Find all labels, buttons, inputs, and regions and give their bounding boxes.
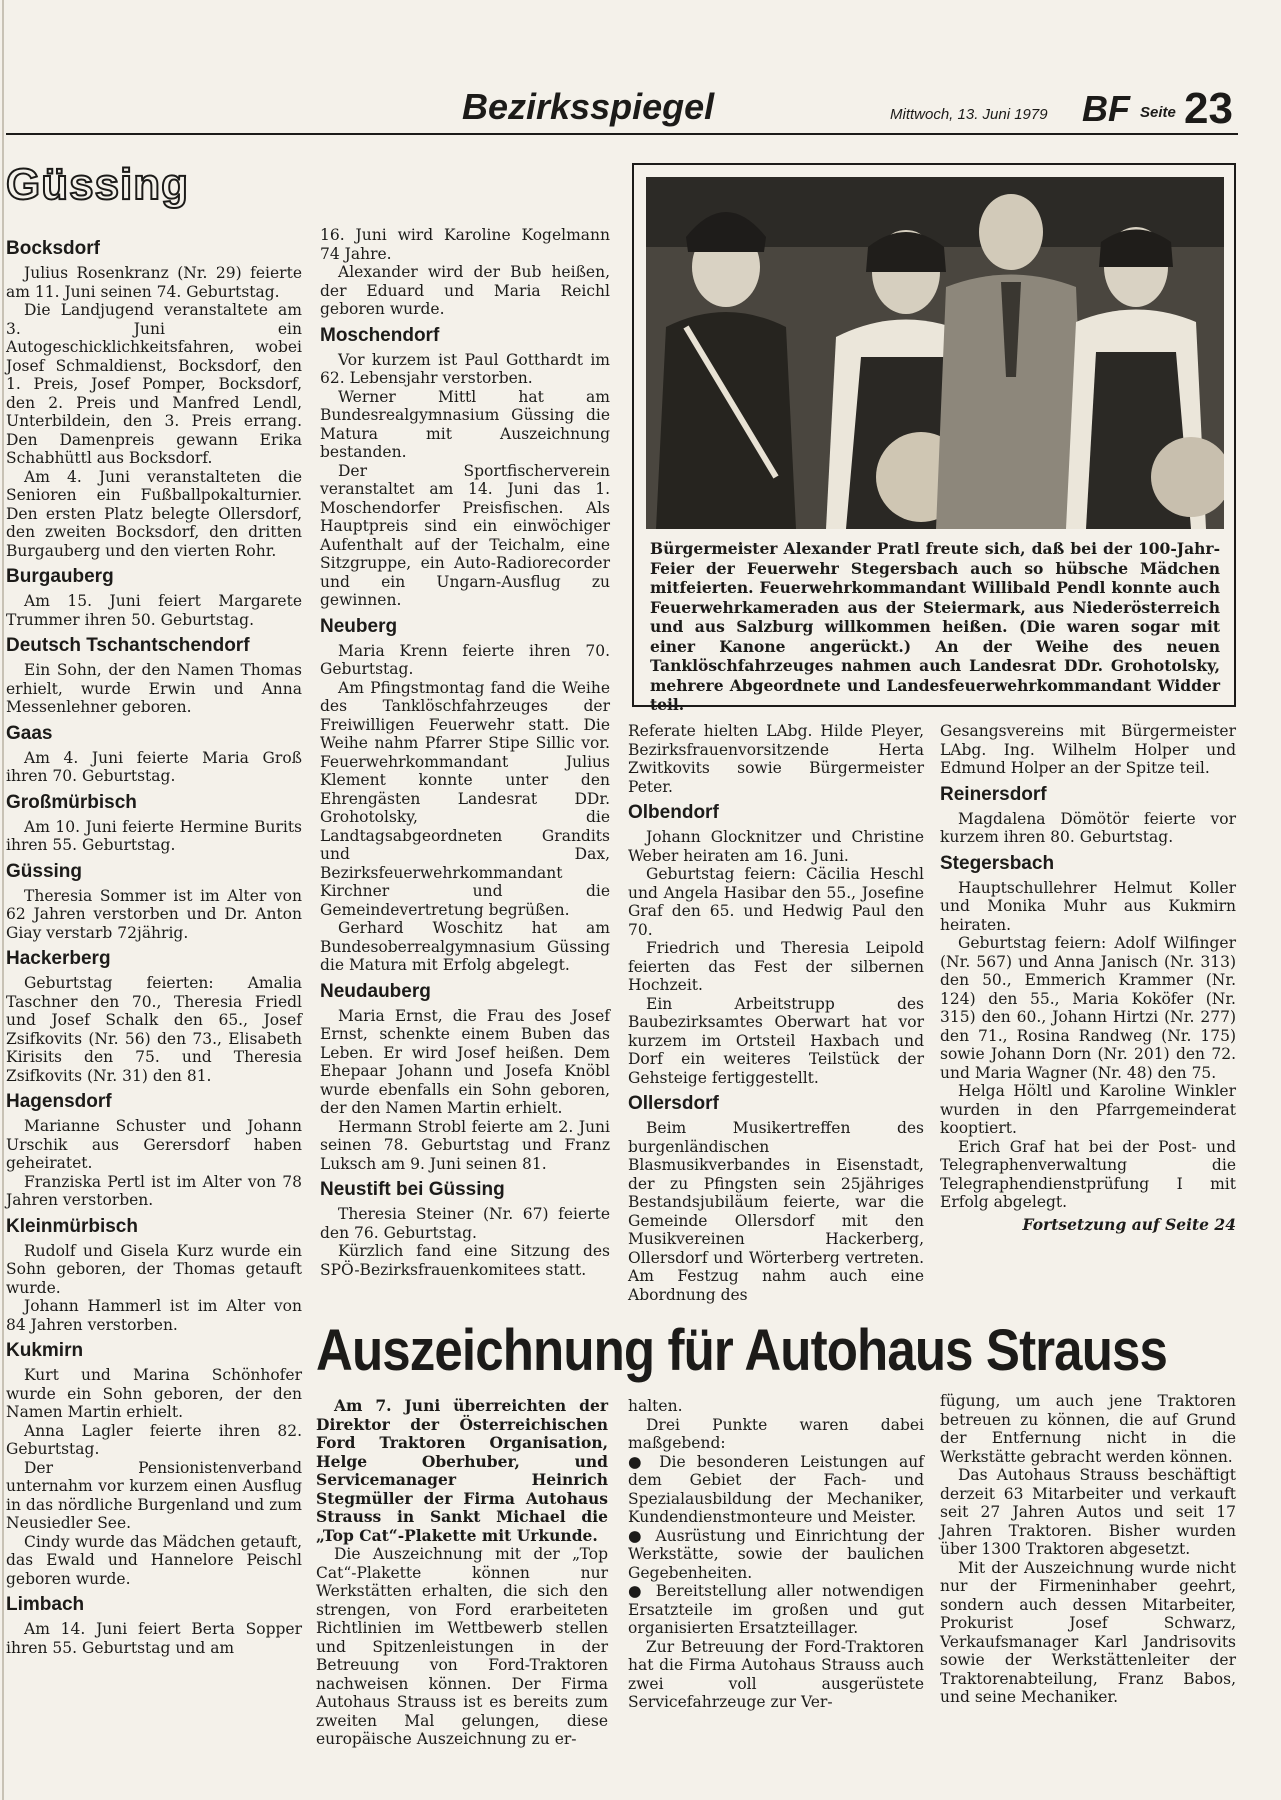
paragraph: Ein Sohn, der den Namen Thomas erhielt, wurde Erwin und Anna Messenlehner geboren. — [6, 661, 302, 716]
column-1 — [6, 232, 302, 1657]
paragraph: Hermann Strobl feierte am 2. Juni seinen 78. Geburtstag und Franz Luksch am 9. Juni seinen 81. — [320, 1117, 610, 1173]
paragraph: Gerhard Woschitz hat am Bundesoberrealgymnasium Güssing die Matura mit Erfolg abgelegt. — [320, 919, 610, 974]
paragraph: Am Pfingstmontag fand die Weihe des Tanklöschfahrzeuges der Freiwilligen Feuerwehr statt. Die Weihe nahm Pfarrer Stipe Sillic vor. Feuerwehrkommandant Julius Klement konnte unter den Ehrengästen Landesrat DDr. Grohotolsky, die Landtagsabgeordneten Grandits und Dax, Bezirksfeuerwehrkommandant Kirchner und die Gemeindevertretung begrüßen. — [320, 678, 610, 919]
place-heading: Reinersdorf — [940, 783, 1047, 805]
district-title: Güssing — [6, 160, 190, 209]
paragraph: Beim Musikertreffen des burgenländischen Blasmusikverbandes in Eisenstadt, der zu Pfingsten sein 25jähriges Bestandsjubiläum feierte, war die Gemeinde Ollersdorf mit den Musikvereinen Hackerberg, Ollersdorf und Wörterberg vertreten. Am Festzug nahm auch eine Abordnung des — [628, 1119, 924, 1304]
photo-box — [632, 163, 1236, 714]
place-heading: Hackerberg — [6, 948, 111, 969]
paragraph: halten. — [628, 1397, 683, 1415]
article-column-1 — [316, 1397, 608, 1749]
paragraph: Maria Krenn feierte ihren 70. Geburtstag. — [320, 641, 610, 678]
paragraph: Friedrich und Theresia Leipold feierten das Fest der silbernen Hochzeit. — [628, 939, 924, 994]
paragraph: Johann Glocknitzer und Christine Weber heiraten am 16. Juni. — [628, 828, 924, 865]
place-heading: Großmürbisch — [6, 791, 137, 813]
paragraph: ● Ausrüstung und Einrichtung der Werkstätte, sowie der baulichen Gegebenheiten. — [628, 1526, 924, 1582]
paragraph: Theresia Sommer ist im Alter von 62 Jahren verstorben und Dr. Anton Giay verstarb 72jährig. — [6, 886, 302, 942]
place-heading: Olbendorf — [628, 802, 719, 823]
place-heading: Stegersbach — [940, 852, 1055, 874]
place-heading: Ollersdorf — [628, 1093, 719, 1114]
place-heading: Hagensdorf — [6, 1091, 112, 1112]
paragraph: Gesangsvereins mit Bürgermeister LAbg. Ing. Wilhelm Holper und Edmund Holper an der Spitze teil. — [940, 722, 1236, 777]
issue-date: Mittwoch, 13. Juni 1979 — [890, 106, 1048, 123]
paragraph: Marianne Schuster und Johann Urschik aus Gerersdorf haben geheiratet. — [6, 1117, 302, 1172]
paragraph: Mit der Auszeichnung wurde nicht nur der Firmeninhaber geehrt, sondern auch dessen Mitarbeiter, Prokurist Josef Schwarz, Verkaufsmanager Karl Jandrisovits sowie der Werkstättenleiter der Traktorenabteilung, Franz Babos, und seine Mechaniker. — [940, 1558, 1236, 1706]
page-edge — [2, 0, 4, 1800]
paragraph: Am 4. Juni veranstalteten die Senioren ein Fußballpokalturnier. Den ersten Platz belegte Ollersdorf, den zweiten Bocksdorf, den dritten Burgauberg und den vierten Rohr. — [6, 467, 302, 560]
article-column-2 — [628, 1397, 924, 1712]
paragraph: Am 14. Juni feiert Berta Sopper ihren 55. Geburtstag und am — [6, 1620, 302, 1657]
paragraph: Anna Lagler feierte ihren 82. Geburtstag. — [6, 1421, 302, 1458]
place-heading: Bocksdorf — [6, 238, 100, 259]
paragraph: Werner Mittl hat am Bundesrealgymnasium Güssing die Matura mit Auszeichnung bestanden. — [320, 387, 610, 461]
article-headline: Auszeichnung für Autohaus Strauss — [316, 1318, 1168, 1383]
place-heading: Kukmirn — [6, 1340, 84, 1361]
place-heading: Neustift bei Güssing — [320, 1179, 505, 1200]
column-4 — [940, 722, 1236, 1234]
paragraph: Alexander wird der Bub heißen, der Eduard und Maria Reichl geboren wurde. — [320, 263, 610, 318]
paragraph: Der Sportfischerverein veranstaltet am 14. Juni das 1. Moschendorfer Preisfischen. Als Hauptpreis sind ein einwöchiger Aufenthalt auf der Teichalm, eine Sitzgruppe, ein Auto-Radiorecorder und ein Ungarn-Ausflug zu gewinnen. — [320, 461, 610, 609]
paragraph: Rudolf und Gisela Kurz wurde ein Sohn geboren, der Thomas getauft wurde. — [6, 1241, 302, 1297]
paragraph: Die Auszeichnung mit der „Top Cat“-Plakette können nur Werkstätten erhalten, die sich den strengen, von Ford erarbeiteten Richtlinien im Wettbewerb stellen und Spitzenleistungen in der Betreuung von Ford-Traktoren nachweisen können. Der Firma Autohaus Strauss ist es bereits zum zweiten Mal gelungen, diese europäische Auszeichnung zu er- — [316, 1545, 608, 1748]
paragraph: ● Die besonderen Leistungen auf dem Gebiet der Fach- und Spezialausbildung der Mechaniker, Kundendienstmonteure und Meister. — [628, 1452, 924, 1526]
place-heading: Neuberg — [320, 615, 398, 637]
paragraph: Am 7. Juni überreichten der Direktor der Österreichischen Ford Traktoren Organisation, Helge Oberhuber, und Servicemanager Heinrich Stegmüller der Firma Autohaus Strauss in Sankt Michael die „Top Cat“-Plakette mit Urkunde. — [316, 1396, 608, 1545]
column-2 — [320, 226, 610, 1279]
paragraph: Magdalena Dömötör feierte vor kurzem ihren 80. Geburtstag. — [940, 809, 1236, 846]
paragraph: ● Bereitstellung aller notwendigen Ersatzteile im großen und gut organisierten Ersatzteillager. — [628, 1582, 924, 1637]
place-heading: Güssing — [6, 860, 83, 882]
place-heading: Kleinmürbisch — [6, 1215, 138, 1237]
place-heading: Neudauberg — [320, 980, 431, 1002]
paragraph: Erich Graf hat bei der Post- und Telegraphenverwaltung die Telegraphendienstprüfung I mit Erfolg abgelegt. — [940, 1137, 1236, 1211]
header-rule — [6, 133, 1238, 135]
paragraph: Referate hielten LAbg. Hilde Pleyer, Bezirksfrauenvorsitzende Herta Zwitkovits sowie Bürgermeister Peter. — [628, 722, 924, 796]
column-3 — [628, 722, 924, 1304]
section-header-title: Bezirksspiegel — [462, 86, 715, 127]
photo — [646, 177, 1224, 529]
paragraph: Geburtstag feiern: Cäcilia Heschl und Angela Hasibar den 55., Josefine Graf den 65. und Hedwig Paul den 70. — [628, 865, 924, 939]
paragraph: Ein Arbeitstrupp des Baubezirksamtes Oberwart hat vor kurzem im Ortsteil Haxbach und Dorf ein weiteres Teilstück der Gehsteige fertiggestellt. — [628, 994, 924, 1087]
place-heading: Moschendorf — [320, 324, 440, 346]
paragraph: Franziska Pertl ist im Alter von 78 Jahren verstorben. — [6, 1172, 302, 1209]
place-heading: Limbach — [6, 1594, 85, 1615]
paragraph: Vor kurzem ist Paul Gotthardt im 62. Lebensjahr verstorben. — [320, 350, 610, 387]
paragraph: Am 15. Juni feiert Margarete Trummer ihren 50. Geburtstag. — [6, 592, 302, 629]
paragraph: Geburtstag feierten: Amalia Taschner den 70., Theresia Friedl und Josef Schalk den 65., Josef Zsifkovits (Nr. 56) den 73., Elisabeth Kirisits den 75. und Theresia Zsifkovits (Nr. 31) den 81. — [6, 974, 302, 1085]
place-heading: Gaas — [6, 722, 53, 744]
paragraph: Zur Betreuung der Ford-Traktoren hat die Firma Autohaus Strauss auch zwei voll ausgerüstete Servicefahrzeuge zur Ver- — [628, 1637, 924, 1711]
paragraph: Kurt und Marina Schönhofer wurde ein Sohn geboren, der den Namen Martin erhielt. — [6, 1366, 302, 1421]
paragraph: Johann Hammerl ist im Alter von 84 Jahren verstorben. — [6, 1297, 302, 1334]
continuation-note: Fortsetzung auf Seite 24 — [1022, 1214, 1236, 1234]
paragraph: Julius Rosenkranz (Nr. 29) feierte am 11. Juni seinen 74. Geburtstag. — [6, 264, 302, 301]
paragraph: Hauptschullehrer Helmut Koller und Monika Muhr aus Kukmirn heiraten. — [940, 878, 1236, 934]
newspaper-logo: BF — [1082, 88, 1130, 129]
paragraph: Der Pensionistenverband unternahm vor kurzem einen Ausflug in das nördliche Burgenland und zum Neusiedler See. — [6, 1458, 302, 1532]
paragraph: fügung, um auch jene Traktoren betreuen zu können, die auf Grund der Entfernung nicht in die Werkstätte gebracht werden können. — [940, 1392, 1236, 1466]
photo-illustration — [646, 177, 1224, 529]
paragraph: Cindy wurde das Mädchen getauft, das Ewald und Hannelore Peischl geboren wurde. — [6, 1532, 302, 1588]
paragraph: Maria Ernst, die Frau des Josef Ernst, schenkte einem Buben das Leben. Er wird Josef heißen. Dem Ehepaar Johann und Josefa Knöbl wurde ebenfalls ein Sohn geboren, der den Namen Martin erhielt. — [320, 1006, 610, 1117]
page-number: 23 — [1184, 84, 1233, 133]
paragraph: Das Autohaus Strauss beschäftigt derzeit 63 Mitarbeiter und verkauft seit 27 Jahren Autos und seit 17 Jahren Traktoren. Bisher wurden über 1300 Traktoren abgesetzt. — [940, 1466, 1236, 1558]
paragraph: Am 10. Juni feierte Hermine Burits ihren 55. Geburtstag. — [6, 817, 302, 854]
place-heading: Burgauberg — [6, 566, 114, 587]
paragraph: Geburtstag feiern: Adolf Wilfinger (Nr. 567) und Anna Janisch (Nr. 313) den 50., Emmerich Krammer (Nr. 124) den 55., Maria Koköfer (Nr. 315) den 60., Johann Hirtzi (Nr. 277) den 71., Rosina Randweg (Nr. 175) sowie Johann Dorn (Nr. 201) den 72. und Maria Wagner (Nr. 48) den 75. — [940, 934, 1236, 1082]
paragraph: Helga Höltl und Karoline Winkler wurden in den Pfarrgemeinderat kooptiert. — [940, 1082, 1236, 1137]
photo-caption: Bürgermeister Alexander Pratl freute sich, daß bei der 100-Jahr-Feier der Feuerwehr Stegersbach auch so hübsche Mädchen mitfeierten. Feuerwehrkommandant Willibald Pendl konnte auch Feuerwehrkameraden aus der Steiermark, aus Niederösterreich und aus Salzburg willkommen heißen. (Die waren sogar mit einer Kanone angerückt.) An der Weihe des neuen Tanklöschfahrzeuges nahmen auch Landesrat DDr. Grohotolsky, mehrere Abgeordnete und Landesfeuerwehrkommandant Widder teil. — [650, 539, 1220, 714]
paragraph: Am 4. Juni feierte Maria Groß ihren 70. Geburtstag. — [6, 748, 302, 785]
page-label: Seite — [1140, 104, 1176, 121]
paragraph: Drei Punkte waren dabei maßgebend: — [628, 1415, 924, 1452]
paragraph: Theresia Steiner (Nr. 67) feierte den 76. Geburtstag. — [320, 1205, 610, 1242]
paragraph: 16. Juni wird Karoline Kogelmann 74 Jahre. — [320, 226, 610, 263]
paragraph: Die Landjugend veranstaltete am 3. Juni ein Autogeschicklichkeitsfahren, wobei Josef Schmaldienst, Bocksdorf, den 1. Preis, Josef Pomper, Bocksdorf, den 2. Preis und Manfred Lendl, Unterbildein, den 3. Preis errang. Den Damenpreis gewann Erika Schabhüttl aus Bocksdorf. — [6, 301, 302, 467]
article-column-3 — [940, 1392, 1236, 1707]
place-heading: Deutsch Tschantschendorf — [6, 635, 250, 656]
paragraph: Kürzlich fand eine Sitzung des SPÖ-Bezirksfrauenkomitees statt. — [320, 1242, 610, 1279]
